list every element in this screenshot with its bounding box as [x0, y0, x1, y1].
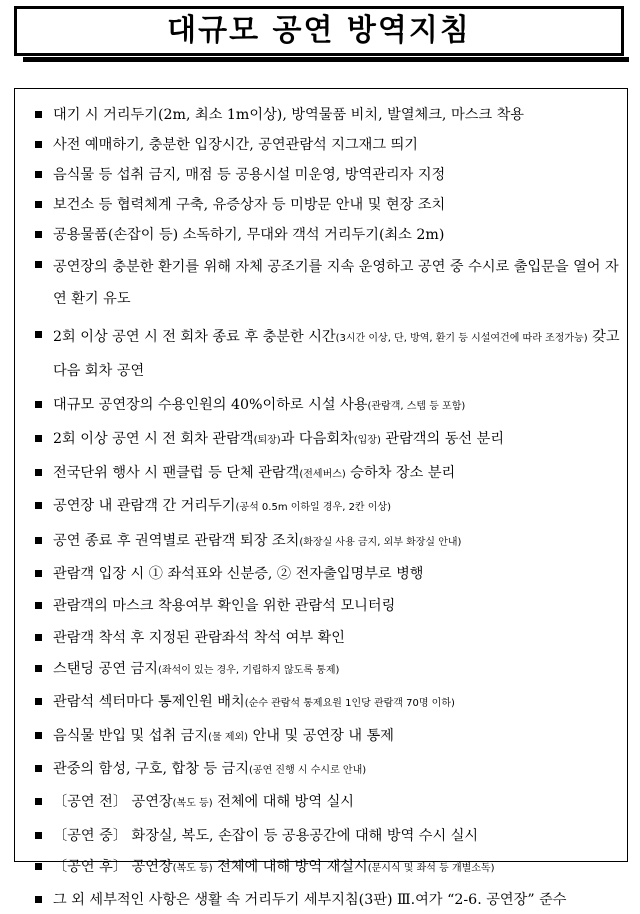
square-bullet-icon [35, 832, 42, 839]
square-bullet-icon [35, 111, 42, 118]
list-item: 그 외 세부적인 사항은 생활 속 거리두기 세부지침(3판) Ⅲ.여가 “2-6. 공연장” 준수 [15, 886, 627, 914]
list-item: 관람석 섹터마다 통제인원 배치(순수 관람석 통제요원 1인당 관람객 70명 이하) [15, 688, 627, 718]
square-bullet-icon [35, 634, 42, 641]
page-title: 대규모 공연 방역지침 [167, 13, 471, 48]
list-item: 공연 종료 후 권역별로 관람객 퇴장 조치(화장실 사용 금지, 외부 화장실 안내) [15, 527, 627, 557]
list-item: 전국단위 행사 시 팬클럽 등 단체 관람객(전세버스) 승하차 장소 분리 [15, 459, 627, 489]
list-item: 관중의 함성, 구호, 합창 등 금지(공연 진행 시 수시로 안내) [15, 755, 627, 785]
list-item: 공용물품(손잡이 등) 소독하기, 무대와 객석 거리두기(최소 2m) [15, 221, 627, 249]
square-bullet-icon [35, 435, 42, 442]
square-bullet-icon [35, 261, 42, 268]
list-item: 관람객의 마스크 착용여부 확인을 위한 관람석 모니터링 [15, 592, 627, 620]
square-bullet-icon [35, 765, 42, 772]
list-item: 2회 이상 공연 시 전 회차 종료 후 충분한 시간(3시간 이상, 단, 방역, 환기 등 시설여건에 따라 조정가능) 갖고 다음 회차 공연 [15, 321, 627, 387]
square-bullet-icon [35, 502, 42, 509]
guideline-box [14, 88, 628, 908]
square-bullet-icon [35, 537, 42, 544]
list-item: 음식물 등 섭취 금지, 매점 등 공용시설 미운영, 방역관리자 지정 [15, 161, 627, 189]
list-item: 대규모 공연장의 수용인원의 40%이하로 시설 사용(관람객, 스텝 등 포함) [15, 391, 627, 421]
list-item: 공연장의 충분한 환기를 위해 자체 공조기를 지속 운영하고 공연 중 수시로 출입문을 열어 자연 환기 유도 [15, 251, 627, 315]
list-item: 음식물 반입 및 섭취 금지(물 제외) 안내 및 공연장 내 통제 [15, 722, 627, 752]
square-bullet-icon [35, 570, 42, 577]
list-item: 보건소 등 협력체계 구축, 유증상자 등 미방문 안내 및 현장 조치 [15, 191, 627, 219]
square-bullet-icon [35, 331, 42, 338]
square-bullet-icon [35, 201, 42, 208]
square-bullet-icon [35, 171, 42, 178]
guideline-list [15, 101, 627, 914]
list-item: 공연장 내 관람객 간 거리두기(공석 0.5m 이하일 경우, 2칸 이상) [15, 492, 627, 522]
list-item: 대기 시 거리두기(2m, 최소 1m이상), 방역물품 비치, 발열체크, 마스크 착용 [15, 101, 627, 129]
square-bullet-icon [35, 896, 42, 903]
square-bullet-icon [35, 665, 42, 672]
list-item: 스탠딩 공연 금지(좌석이 있는 경우, 기립하지 않도록 통제) [15, 655, 627, 685]
square-bullet-icon [35, 863, 42, 870]
square-bullet-icon [35, 602, 42, 609]
square-bullet-icon [35, 141, 42, 148]
list-item: 〔공연 중〕 화장실, 복도, 손잡이 등 공용공간에 대해 방역 수시 실시 [15, 822, 627, 850]
square-bullet-icon [35, 231, 42, 238]
square-bullet-icon [35, 732, 42, 739]
list-item: 사전 예매하기, 충분한 입장시간, 공연관람석 지그재그 띄기 [15, 131, 627, 159]
square-bullet-icon [35, 698, 42, 705]
title-box [14, 6, 624, 56]
square-bullet-icon [35, 401, 42, 408]
list-item: 〔공연 후〕 공연장(복도 등) 전체에 대해 방역 재실시(문시식 및 좌석 등 개별소독) [15, 853, 627, 883]
square-bullet-icon [35, 798, 42, 805]
list-item: 〔공연 전〕 공연장(복도 등) 전체에 대해 방역 실시 [15, 788, 627, 818]
list-item: 관람객 입장 시 ① 좌석표와 신분증, ② 전자출입명부로 병행 [15, 560, 627, 588]
square-bullet-icon [35, 469, 42, 476]
list-item: 2회 이상 공연 시 전 회차 관람객(퇴장)과 다음회차(입장) 관람객의 동선 분리 [15, 425, 627, 455]
list-item: 관람객 착석 후 지정된 관람좌석 착석 여부 확인 [15, 624, 627, 652]
